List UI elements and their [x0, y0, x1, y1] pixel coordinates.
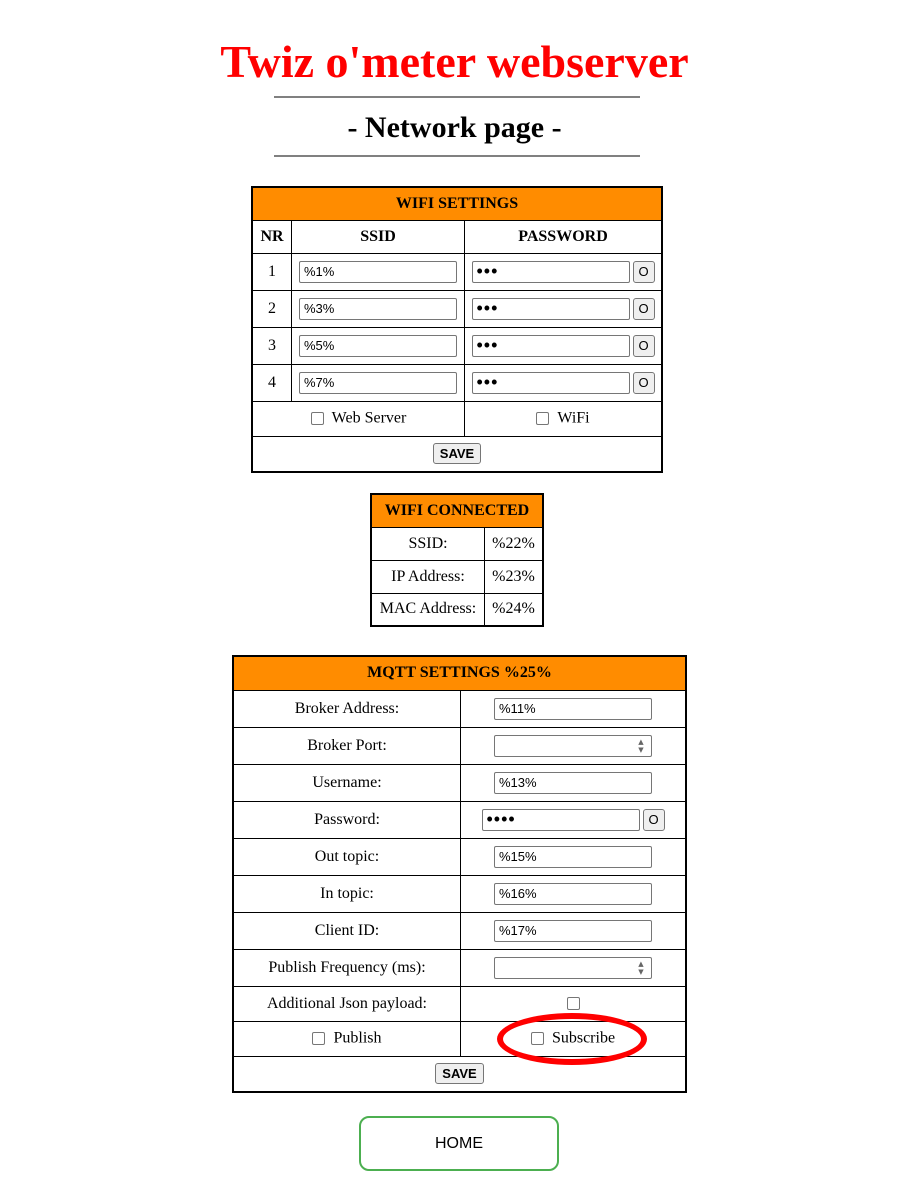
out-topic-label: Out topic:: [233, 838, 461, 875]
connected-ssid-label: SSID:: [371, 527, 485, 560]
eye-toggle-icon[interactable]: O: [633, 261, 655, 283]
wifi-settings-title: WIFI SETTINGS: [252, 187, 662, 220]
out-topic-input[interactable]: [494, 846, 652, 868]
broker-address-input[interactable]: [494, 698, 652, 720]
spinner-arrows-icon[interactable]: ▲ ▼: [638, 959, 644, 976]
wifi-row-2: [252, 290, 662, 327]
wifi-save-button[interactable]: SAVE: [433, 443, 481, 464]
mqtt-settings-title: MQTT SETTINGS %25%: [233, 656, 686, 690]
username-label: Username:: [233, 764, 461, 801]
wifi-connected-title: WIFI CONNECTED: [371, 494, 543, 527]
mqtt-password-input[interactable]: [482, 809, 640, 831]
eye-toggle-icon[interactable]: O: [643, 809, 665, 831]
in-topic-input[interactable]: [494, 883, 652, 905]
mqtt-save-button[interactable]: SAVE: [435, 1063, 483, 1084]
wifi-row-1: [252, 253, 662, 290]
additional-json-checkbox[interactable]: [567, 997, 580, 1010]
broker-port-input[interactable]: [494, 735, 652, 757]
eye-toggle-icon[interactable]: O: [633, 335, 655, 357]
web-server-label: Web Server: [331, 409, 407, 427]
connected-ip-value: %23%: [485, 560, 544, 593]
broker-address-label: Broker Address:: [233, 690, 461, 727]
client-id-label: Client ID:: [233, 912, 461, 949]
connected-mac-value: %24%: [485, 593, 544, 626]
eye-toggle-icon[interactable]: O: [633, 298, 655, 320]
wifi-row-nr: 1: [252, 253, 292, 290]
wifi-checkbox[interactable]: [536, 412, 549, 425]
publish-frequency-input[interactable]: [494, 957, 652, 979]
wifi-row-4: [252, 364, 662, 401]
divider-top: [274, 96, 640, 98]
wifi-password-input-3[interactable]: [472, 335, 630, 357]
wifi-row-3: [252, 327, 662, 364]
wifi-password-input-2[interactable]: [472, 298, 630, 320]
wifi-connected-table: [370, 493, 544, 627]
column-header-ssid: SSID: [292, 220, 465, 253]
connected-ip-label: IP Address:: [371, 560, 485, 593]
column-header-password: PASSWORD: [465, 220, 663, 253]
client-id-input[interactable]: [494, 920, 652, 942]
ssid-input-2[interactable]: [299, 298, 457, 320]
ssid-input-3[interactable]: [299, 335, 457, 357]
wifi-password-input-4[interactable]: [472, 372, 630, 394]
publish-label: Publish: [333, 1029, 382, 1047]
additional-json-label: Additional Json payload:: [233, 986, 461, 1021]
username-input[interactable]: [494, 772, 652, 794]
wifi-row-nr: 2: [252, 290, 292, 327]
broker-port-label: Broker Port:: [233, 727, 461, 764]
web-server-checkbox[interactable]: [311, 412, 324, 425]
wifi-row-nr: 3: [252, 327, 292, 364]
home-button[interactable]: HOME: [359, 1116, 559, 1171]
divider-bottom: [274, 155, 640, 157]
wifi-password-input-1[interactable]: [472, 261, 630, 283]
wifi-label: WiFi: [557, 409, 590, 427]
page-subtitle: - Network page -: [347, 111, 562, 144]
mqtt-settings-table: [232, 655, 687, 1093]
ssid-input-1[interactable]: [299, 261, 457, 283]
ssid-input-4[interactable]: [299, 372, 457, 394]
in-topic-label: In topic:: [233, 875, 461, 912]
publish-frequency-label: Publish Frequency (ms):: [233, 949, 461, 986]
wifi-row-nr: 4: [252, 364, 292, 401]
connected-ssid-value: %22%: [485, 527, 544, 560]
connected-mac-label: MAC Address:: [371, 593, 485, 626]
publish-checkbox[interactable]: [312, 1032, 325, 1045]
subscribe-label: Subscribe: [551, 1029, 616, 1047]
eye-toggle-icon[interactable]: O: [633, 372, 655, 394]
page-title: Twiz o'meter webserver: [220, 36, 689, 87]
mqtt-password-label: Password:: [233, 801, 461, 838]
spinner-arrows-icon[interactable]: ▲ ▼: [638, 737, 644, 754]
column-header-nr: NR: [252, 220, 292, 253]
wifi-settings-table: [251, 186, 663, 473]
subscribe-checkbox[interactable]: [531, 1032, 544, 1045]
